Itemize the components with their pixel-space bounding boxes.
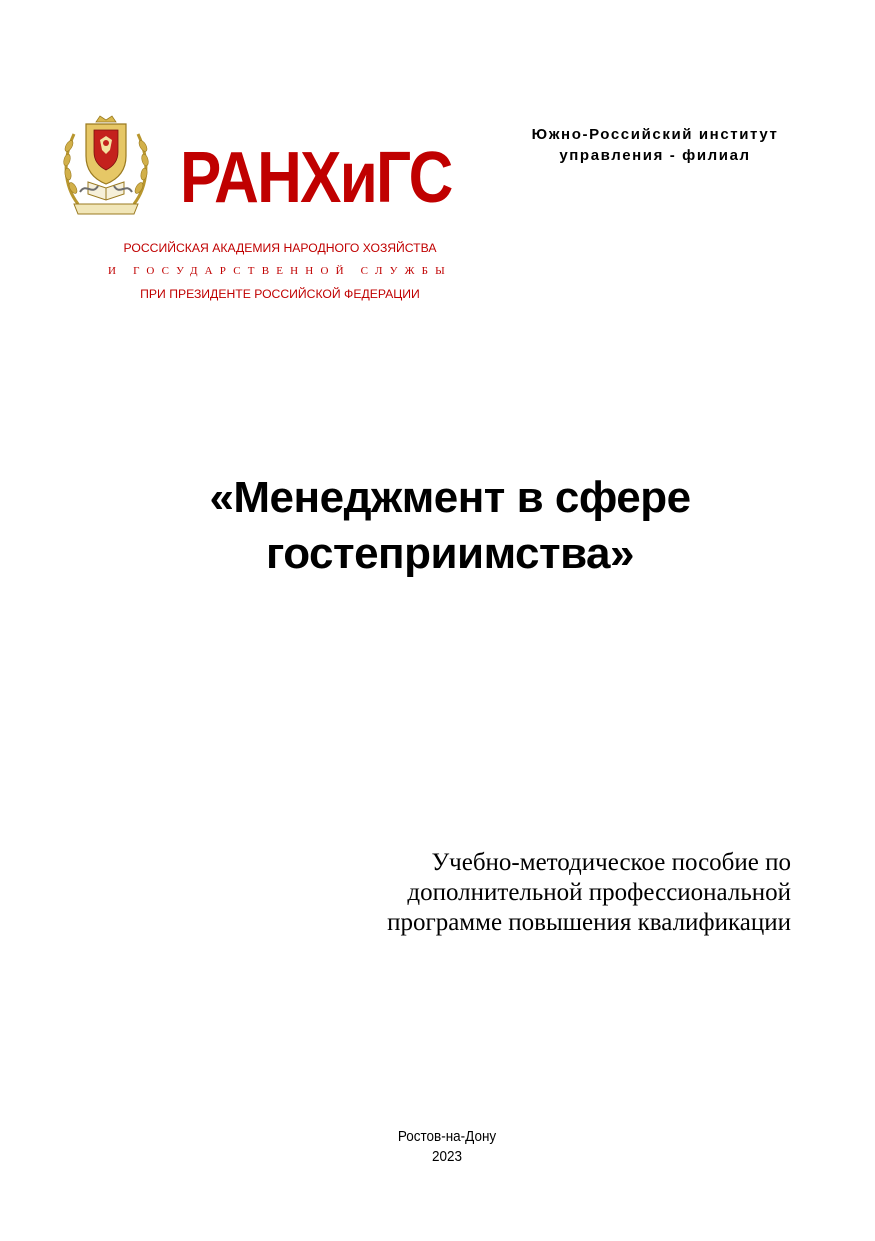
document-footer bbox=[357, 1127, 537, 1167]
document-subtitle-line-1: Учебно-методическое пособие по bbox=[431, 849, 791, 876]
footer-city: Ростов-на-Дону bbox=[397, 1128, 497, 1145]
footer-year: 2023 bbox=[431, 1148, 463, 1165]
document-subtitle-line-2: дополнительной профессиональной bbox=[407, 879, 791, 906]
academy-name-line-2: И ГОСУДАРСТВЕННОЙ СЛУЖБЫ bbox=[108, 265, 452, 277]
document-title-line-2: гостеприимства» bbox=[266, 529, 634, 578]
academy-name-line-3: ПРИ ПРЕЗИДЕНТЕ РОССИЙСКОЙ ФЕДЕРАЦИИ bbox=[140, 287, 420, 301]
document-title bbox=[150, 470, 750, 582]
institute-name-line-2: управления - филиал bbox=[559, 147, 751, 164]
academy-name-line-1: РОССИЙСКАЯ АКАДЕМИЯ НАРОДНОГО ХОЗЯЙСТВА bbox=[123, 241, 437, 255]
institute-name bbox=[500, 124, 810, 166]
document-title-line-1: «Менеджмент в сфере bbox=[209, 473, 691, 522]
brand-logo-text: РАНХиГС bbox=[180, 138, 452, 218]
document-subtitle bbox=[331, 848, 791, 938]
document-subtitle-line-3: программе повышения квалификации bbox=[387, 909, 791, 936]
institute-name-line-1: Южно-Российский институт bbox=[531, 126, 779, 143]
academy-name bbox=[108, 238, 452, 304]
academy-emblem-icon bbox=[60, 112, 152, 220]
